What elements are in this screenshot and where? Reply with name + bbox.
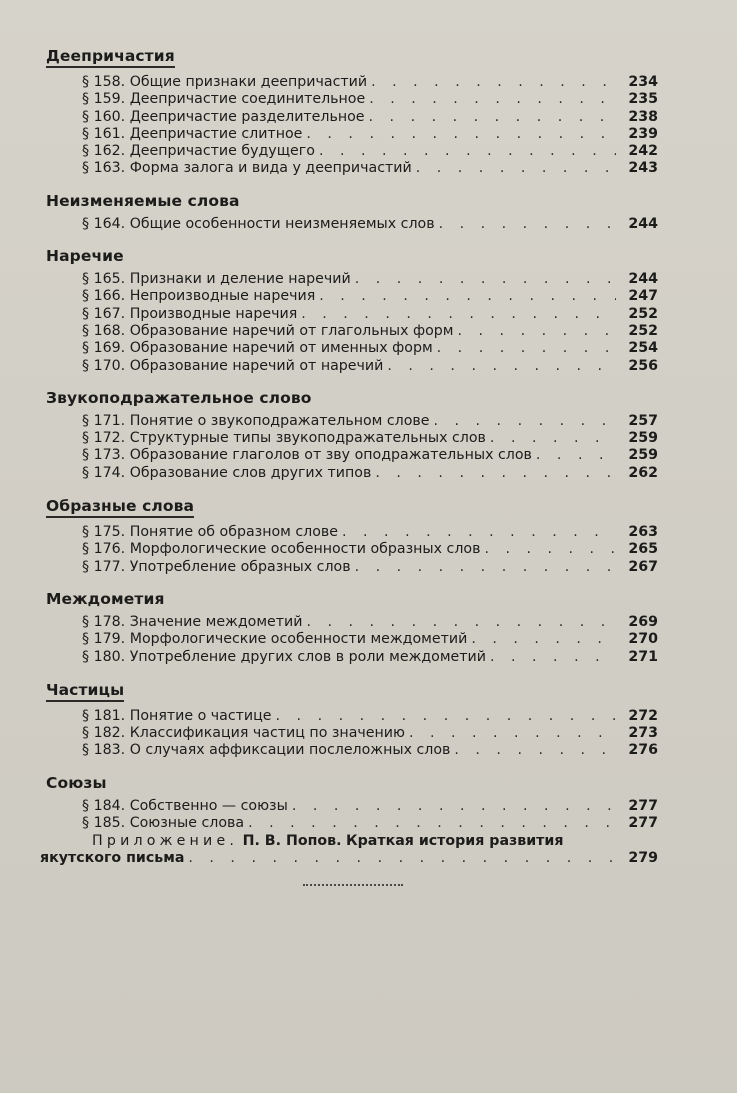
- dot-leader: [319, 288, 616, 305]
- dot-leader: [276, 708, 616, 725]
- entry-text: § 172. Структурные типы звукоподражательных слов: [82, 430, 486, 447]
- entry-page: 256: [628, 357, 658, 374]
- entry-text: § 182. Классификация частиц по значению: [82, 725, 405, 742]
- entry-page: 238: [628, 108, 658, 125]
- dot-leader: [536, 447, 616, 464]
- toc-entry: [82, 649, 658, 666]
- dot-leader: [409, 725, 616, 742]
- entry-text: § 166. Непроизводные наречия: [82, 288, 316, 305]
- dot-leader: [371, 74, 616, 91]
- dot-leader: [375, 465, 616, 482]
- toc-entry: [82, 109, 658, 126]
- entry-text: § 177. Употребление образных слов: [82, 558, 351, 575]
- dot-leader: [471, 631, 616, 648]
- toc-entry: [82, 413, 658, 430]
- toc-entry: [82, 725, 658, 742]
- section-title: Неизменяемые слова: [46, 191, 240, 210]
- section-title: Частицы: [46, 681, 124, 702]
- entry-page: 259: [628, 447, 658, 464]
- dot-leader: [458, 323, 616, 340]
- entry-page: 272: [628, 707, 658, 724]
- toc-entry: [82, 614, 658, 631]
- entry-page: 277: [628, 815, 658, 832]
- decorative-rule: [303, 884, 403, 886]
- entry-text: § 173. Образование глаголов от зву оподражательных слов: [82, 447, 532, 464]
- entry-text: § 160. Деепричастие разделительное: [82, 108, 365, 125]
- toc-entry: [82, 358, 658, 375]
- dot-leader: [306, 614, 616, 631]
- entry-page: 269: [628, 613, 658, 630]
- dot-leader: [369, 109, 616, 126]
- toc-entry: [82, 631, 658, 648]
- entry-page: 276: [628, 742, 658, 759]
- entry-text: § 171. Понятие о звукоподражательном слове: [82, 412, 430, 429]
- dot-leader: [387, 358, 616, 375]
- dot-leader: [416, 160, 616, 177]
- dot-leader: [434, 413, 617, 430]
- toc-entry: [82, 91, 658, 108]
- toc-entry: [82, 559, 658, 576]
- entry-text: § 162. Деепричастие будущего: [82, 143, 315, 160]
- dot-leader: [437, 340, 616, 357]
- dot-leader: [490, 649, 616, 666]
- entry-page: 242: [628, 143, 658, 160]
- entry-page: 235: [628, 91, 658, 108]
- toc-section: [46, 496, 658, 576]
- toc-entry: [82, 465, 658, 482]
- entry-page: 257: [628, 412, 658, 429]
- section-title: Образные слова: [46, 497, 194, 518]
- entry-text: § 174. Образование слов других типов: [82, 464, 372, 481]
- section-title: Звукоподражательное слово: [46, 388, 312, 407]
- entry-text: § 158. Общие признаки деепричастий: [82, 74, 368, 90]
- entry-page: 252: [628, 322, 658, 339]
- appendix-label: Приложение.: [92, 833, 239, 850]
- dot-leader: [355, 271, 616, 288]
- toc-section: [46, 680, 658, 760]
- entry-page: 259: [628, 430, 658, 447]
- toc-entry: [82, 216, 658, 233]
- entry-page: 252: [628, 305, 658, 322]
- dot-leader: [301, 306, 616, 323]
- entry-page: 263: [628, 524, 658, 541]
- entry-text: § 161. Деепричастие слитное: [82, 125, 303, 142]
- appendix-title-part1: Краткая история развития: [346, 833, 564, 850]
- dot-leader: [454, 742, 616, 759]
- section-title: Союзы: [46, 773, 107, 792]
- toc-entry: [82, 126, 658, 143]
- appendix-title-part2: якутского письма: [40, 850, 185, 867]
- dot-leader: [355, 559, 616, 576]
- toc-entry: [82, 708, 658, 725]
- section-title: Междометия: [46, 589, 165, 608]
- toc-entry: [82, 288, 658, 305]
- entry-page: 239: [628, 125, 658, 142]
- appendix-page: 279: [628, 850, 658, 867]
- entry-page: 277: [628, 797, 658, 814]
- toc-section: [46, 247, 658, 375]
- toc-entry: [82, 798, 658, 815]
- toc-entry: [82, 742, 658, 759]
- appendix-author: П. В. Попов.: [242, 833, 342, 850]
- entry-text: § 159. Деепричастие соединительное: [82, 91, 366, 108]
- dot-leader: [188, 850, 616, 867]
- entry-page: 247: [628, 288, 658, 305]
- toc-section: [40, 773, 658, 868]
- entry-page: 265: [628, 541, 658, 558]
- section-title: Деепричастия: [46, 47, 175, 68]
- entry-page: 270: [628, 631, 658, 648]
- entry-text: § 184. Собственно — союзы: [82, 797, 288, 814]
- entry-text: § 179. Морфологические особенности междометий: [82, 631, 468, 648]
- entry-text: § 169. Образование наречий от именных форм: [82, 340, 433, 357]
- entry-text: § 170. Образование наречий от наречий: [82, 357, 384, 374]
- toc-entry: [82, 323, 658, 340]
- dot-leader: [248, 815, 616, 832]
- toc-section: [46, 192, 658, 233]
- dot-leader: [306, 126, 616, 143]
- dot-leader: [292, 798, 616, 815]
- appendix-heading: [92, 832, 658, 850]
- entry-text: § 180. Употребление других слов в роли междометий: [82, 648, 486, 665]
- toc-entry: [82, 271, 658, 288]
- toc-entry: [82, 160, 658, 177]
- toc-entry: [82, 541, 658, 558]
- entry-text: § 163. Форма залога и вида у деепричастий: [82, 160, 412, 177]
- entry-text: § 167. Производные наречия: [82, 305, 298, 322]
- toc-entry: [82, 306, 658, 323]
- entry-page: 267: [628, 558, 658, 575]
- table-of-contents: [40, 46, 658, 868]
- entry-page: 254: [628, 340, 658, 357]
- entry-text: § 185. Союзные слова: [82, 815, 245, 832]
- entry-text: § 176. Морфологические особенности образных слов: [82, 541, 481, 558]
- toc-section: [46, 46, 658, 178]
- entry-page: 271: [628, 648, 658, 665]
- toc-entry: [82, 430, 658, 447]
- appendix-entry: [40, 850, 658, 867]
- entry-text: § 165. Признаки и деление наречий: [82, 271, 351, 288]
- entry-page: 273: [628, 725, 658, 742]
- entry-text: § 183. О случаях аффиксации послеложных слов: [82, 742, 451, 759]
- toc-entry: [82, 143, 658, 160]
- entry-page: 243: [628, 160, 658, 177]
- entry-text: § 181. Понятие о частице: [82, 707, 272, 724]
- dot-leader: [439, 216, 616, 233]
- toc-section: [46, 389, 658, 482]
- entry-page: 244: [628, 215, 658, 232]
- entry-page: 234: [628, 74, 658, 90]
- dot-leader: [319, 143, 616, 160]
- toc-section: [46, 590, 658, 666]
- entry-page: 262: [628, 464, 658, 481]
- toc-entry: [82, 524, 658, 541]
- entry-page: 244: [628, 271, 658, 288]
- section-title: Наречие: [46, 247, 124, 266]
- dot-leader: [490, 430, 616, 447]
- entry-text: § 175. Понятие об образном слове: [82, 524, 339, 541]
- entry-text: § 164. Общие особенности неизменяемых слов: [82, 215, 435, 232]
- dot-leader: [342, 524, 616, 541]
- dot-leader: [484, 541, 616, 558]
- toc-entry: [82, 340, 658, 357]
- entry-text: § 168. Образование наречий от глагольных форм: [82, 322, 454, 339]
- dot-leader: [369, 91, 616, 108]
- entry-text: § 178. Значение междометий: [82, 613, 303, 630]
- toc-entry: [82, 74, 658, 91]
- toc-entry: [82, 447, 658, 464]
- toc-entry: [82, 815, 658, 832]
